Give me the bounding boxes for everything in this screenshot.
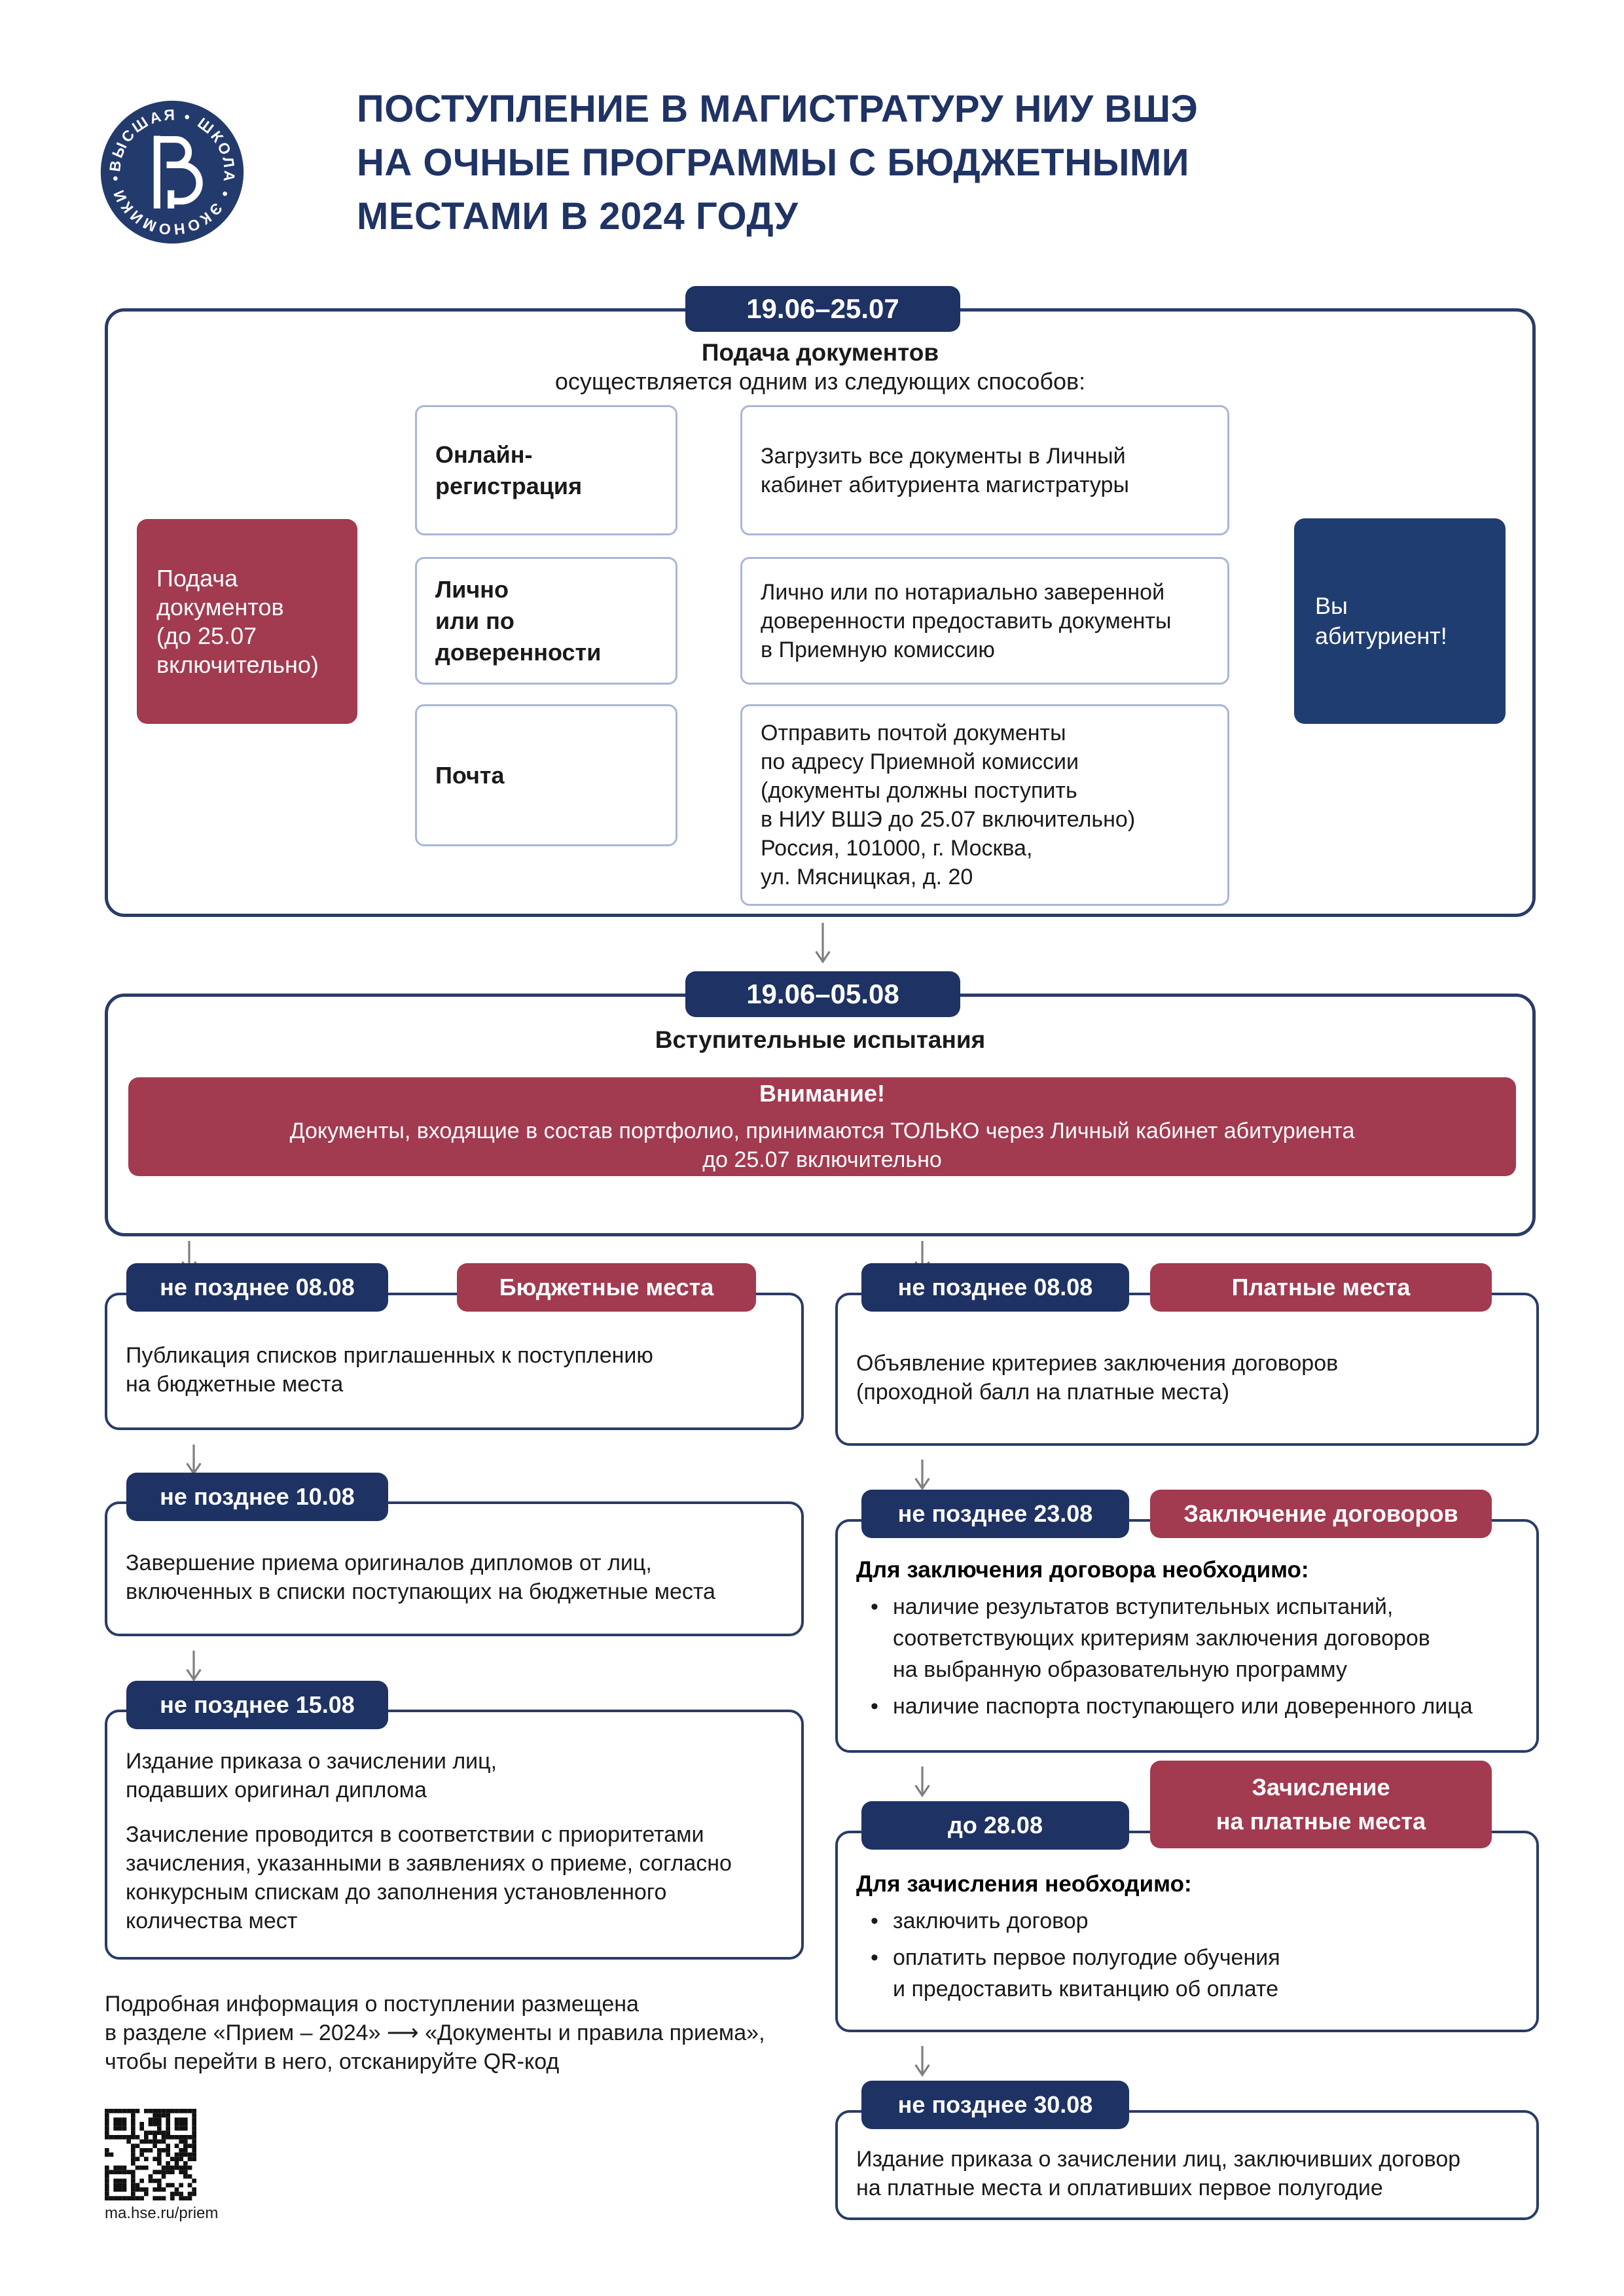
method-label: Почта [435,761,505,789]
paid-block-2308 [835,1519,1539,1753]
result-box-applicant [1294,518,1506,724]
method-label: Лично [435,575,509,603]
card-line: (проходной балл на платные места) [856,1380,1230,1405]
warning-line: Документы, входящие в состав портфолио, принимаются ТОЛЬКО через Личный кабинет абитуриента [289,1118,1355,1143]
detail-box-mail [740,704,1229,906]
tag-line: Зачисление [1252,1774,1390,1801]
warning-line: до 25.07 включительно [702,1147,942,1172]
hse-logo [99,99,245,245]
source-line: (до 25.07 [156,622,257,649]
card-lead: Для зачисления необходимо: [856,1871,1192,1897]
tag-paid-places: Платные места [1150,1263,1492,1312]
result-line: абитуриент! [1315,622,1447,649]
budget-block-1008 [105,1501,804,1636]
footer-line: Подробная информация о поступлении размещена [105,1992,639,2017]
tag-contracts: Заключение договоров [1150,1490,1492,1538]
qr-caption: ma.hse.ru/priem [105,2204,219,2222]
card-line: Завершение приема оригиналов дипломов от лиц, [126,1551,652,1575]
page-title [357,82,1198,243]
date-badge-2308: не позднее 23.08 [861,1490,1129,1538]
paid-block-0808 [835,1293,1539,1446]
detail-line: в Приемную комиссию [761,637,995,662]
detail-line: Отправить почтой документы [761,721,1066,745]
bullet-line: и предоставить квитанцию об оплате [893,1977,1279,2001]
footer-line: в разделе «Прием – 2024» ⟶ «Документы и правила приема», [105,2020,765,2045]
source-line: Подача [156,564,238,592]
tag-budget-places: Бюджетные места [457,1263,756,1312]
page-title-line: МЕСТАМИ В 2024 ГОДУ [357,195,799,238]
method-box-in-person [415,557,677,685]
method-label: или по доверенности [435,607,602,666]
submission-subheading: осуществляется одним из следующих способов: [554,368,1086,395]
budget-block-0808 [105,1293,804,1430]
warning-title: Внимание! [759,1079,885,1107]
detail-line: ул. Мясницкая, д. 20 [761,865,973,889]
card-line: Объявление критериев заключения договоров [856,1351,1339,1376]
date-badge-0808-budget: не позднее 08.08 [126,1263,388,1312]
detail-line: в НИУ ВШЭ до 25.07 включительно) [761,807,1136,832]
date-badge-0808-paid: не позднее 08.08 [861,1263,1129,1312]
bullet-line: на выбранную образовательную программу [893,1657,1348,1682]
tag-line: на платные места [1216,1808,1426,1835]
detail-line: (документы должны поступить [761,778,1077,803]
tag-paid-enrollment [1150,1761,1492,1848]
footer-line: чтобы перейти в него, отсканируйте QR-код [105,2049,560,2074]
method-label: Онлайн-регистрация [435,440,583,499]
budget-block-1508 [105,1710,804,1960]
card-lead: Для заключения договора необходимо: [856,1557,1309,1583]
detail-line: Россия, 101000, г. Москва, [761,836,1033,861]
bullet-line: соответствующих критериям заключения договоров [893,1626,1430,1651]
detail-box-in-person [740,557,1229,685]
priority-paragraph [126,1820,791,1935]
submission-heading: Подача документов [701,339,939,366]
bullet-item [856,1691,1526,1722]
logo-ring-text: ВЫСШАЯ • ШКОЛА • ЭКОНОМИКИ • [105,106,239,239]
date-badge-submission: 19.06–25.07 [685,286,960,332]
exams-heading: Вступительные испытания [655,1026,986,1053]
source-line: включительно) [156,651,319,678]
method-box-mail [415,704,677,846]
paid-block-2808 [835,1831,1539,2032]
bullet-item [856,1905,1526,1937]
card-line: количества мест [126,1909,298,1933]
card-line: подавших оригинал диплома [126,1778,427,1803]
detail-line: по адресу Приемной комиссии [761,749,1079,774]
date-badge-1508: не позднее 15.08 [126,1681,388,1729]
card-line: на бюджетные места [126,1372,344,1397]
bullet-item [856,1591,1526,1685]
detail-line: кабинет абитуриента магистратуры [761,472,1129,497]
order-paragraph [126,1747,791,1804]
result-line: Вы [1315,592,1348,619]
date-badge-exams: 19.06–05.08 [685,971,960,1017]
bullet-line: • оплатить первое полугодие обучения [893,1945,1280,1970]
page-title-line: ПОСТУПЛЕНИЕ В МАГИСТРАТУРУ НИУ ВШЭ [357,88,1199,130]
card-line: зачисления, указанными в заявлениях о приеме, согласно [126,1851,732,1876]
card-line: Издание приказа о зачислении лиц, [126,1749,497,1774]
bullet-line: • заключить договор [893,1909,1089,1933]
bullet-item [856,1942,1526,2005]
card-line: Зачисление проводится в соответствии с приоритетами [126,1822,704,1847]
card-line: включенных в списки поступающих на бюджетные места [126,1579,715,1604]
date-badge-2808: до 28.08 [861,1801,1129,1850]
card-line: Публикация списков приглашенных к поступлению [126,1343,653,1368]
date-badge-1008: не позднее 10.08 [126,1473,388,1521]
page-title-line: НА ОЧНЫЕ ПРОГРАММЫ С БЮДЖЕТНЫМИ [357,141,1189,184]
card-line: на платные места и оплативших первое полугодие [856,2176,1383,2200]
card-line: Издание приказа о зачислении лиц, заключивших договор [856,2147,1461,2172]
bullet-line: • наличие результатов вступительных испытаний, [893,1594,1394,1619]
detail-box-online [740,405,1229,535]
qr-code [105,2109,196,2200]
method-box-online [415,405,677,535]
card-line: конкурсным спискам до заполнения установленного [126,1880,667,1905]
submission-source-box [137,519,357,724]
date-badge-3008: не позднее 30.08 [861,2081,1129,2129]
warning-box [128,1077,1516,1176]
detail-line: Загрузить все документы в Личный [761,443,1126,469]
detail-line: доверенности предоставить документы [761,608,1172,634]
source-line: документов [156,593,284,620]
footer-info [105,1990,825,2076]
bullet-line: • наличие паспорта поступающего или доверенного лица [893,1694,1473,1719]
detail-line: Лично или по нотариально заверенной [761,579,1165,605]
